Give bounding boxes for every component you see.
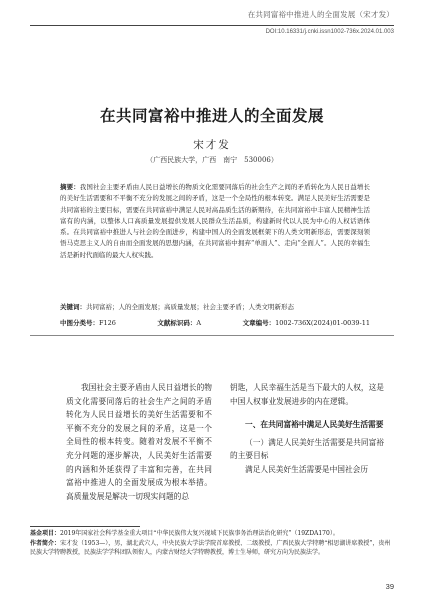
page-number: 39 — [385, 582, 394, 591]
fund-note — [30, 529, 394, 539]
article-title: 在共同富裕中推进人的全面发展 — [99, 107, 324, 125]
article-number — [243, 318, 370, 327]
body-column-left — [66, 381, 212, 503]
abstract — [60, 182, 370, 261]
abstract-text: 我国社会主要矛盾由人民日益增长的物质文化需要同落后的社会生产之间的矛盾转化为人民日益增长的美好生活需要和不平衡不充分的发展之间的矛盾，这是一个全局性的根本转变。满足人民美好生活需要是共同富裕的主要目标，需要在共同富裕中满足人民对高品质生活的新期待，在共同富裕中丰富人民精神生活富有的内涵，以整体人口高质量发展提供发展人民群众生活品质，构建新时代以人民为中心的人权话语体系。在共同富裕中推进人与社会的全面进步，构建中国人的全面发展框架下的人类文明新形态，需要深刻领悟马克思主义人的自由而全面发展的思想内涵，在共同富裕中拥弃“单面人”、走向“全面人”。人民的幸福生活是新时代面临的最大人权实践。 — [60, 183, 371, 259]
doc-code-value: A — [196, 319, 202, 327]
abstract-label: 摘要： — [60, 183, 80, 191]
clc-label: 中图分类号： — [60, 319, 99, 327]
intro-paragraph-left: 我国社会主要矛盾由人民日益增长的物质文化需要同落后的社会生产之间的矛盾转化为人民日益增长的美好生活需要和不平衡不充分的发展之间的矛盾，这是一个全局性的根本转变。随着对发展不平衡不充分问题的逐步解决，人民美好生活需要的内涵和外延获得了丰富和完善，在共同富裕中推进人的全面发展成为根本举措。高质量发展是解决一切现实问题的总 — [66, 383, 212, 501]
document-code — [157, 318, 201, 327]
keywords — [60, 302, 370, 313]
classification-row — [60, 318, 370, 327]
doi: DOI:10.16331/j.cnki.issn1002-736x.2024.01.003 — [265, 29, 394, 35]
author-note — [30, 539, 394, 558]
body-paragraph: 满足人民美好生活需要是中国社会历 — [245, 464, 369, 474]
doc-code-label: 文献标识码： — [157, 319, 197, 327]
section-heading: 一、在共同富裕中满足人民美好生活需要 — [245, 420, 384, 430]
footnotes — [30, 529, 394, 558]
header-rule — [30, 25, 394, 26]
author-bio-text: 宋才发（1953—），男，湖北武穴人，中央民族大学法学院首席教授、二级教授，广西民族大学特聘“相思湖讲席教授”，贵州民族大学特聘教授，民族法学学科团队领衔人，内蒙古财经大学特聘教授，博士生导师，研究方向为民族法学。 — [30, 539, 391, 557]
footnote-rule — [30, 526, 140, 527]
author-bio-label: 作者简介： — [30, 539, 61, 547]
keywords-text: 共同富裕；人的全面发展；高质量发展；社会主要矛盾；人类文明新形态 — [86, 303, 294, 311]
clc-number — [60, 318, 116, 327]
body-column-right — [230, 381, 384, 477]
abstract-rule — [30, 335, 394, 336]
article-no-label: 文章编号： — [242, 319, 276, 327]
fund-label: 基金项目： — [30, 530, 61, 537]
running-head: 在共同富裕中推进人的全面发展（宋才发） — [247, 10, 394, 19]
subsection-heading: （一）满足人民美好生活需要是共同富裕的主要目标 — [230, 437, 384, 461]
author-affiliation: （广西民族大学，广西 南宁 530006） — [146, 156, 278, 164]
intro-paragraph-right: 钥匙，人民幸福生活是当下最大的人权，这是中国人权事业发展进步的内在逻辑。 — [230, 383, 384, 406]
clc-value: F126 — [99, 319, 116, 327]
fund-text: 2019年国家社会科学基金重大项目“中华民族伟大复兴视域下民族事务治理法治化研究”（19ZDA170）。 — [60, 530, 339, 537]
author-name: 宋才发 — [193, 139, 231, 151]
keywords-label: 关键词： — [60, 303, 86, 311]
article-no-value: 1002-736X(2024)01-0039-11 — [275, 319, 370, 327]
